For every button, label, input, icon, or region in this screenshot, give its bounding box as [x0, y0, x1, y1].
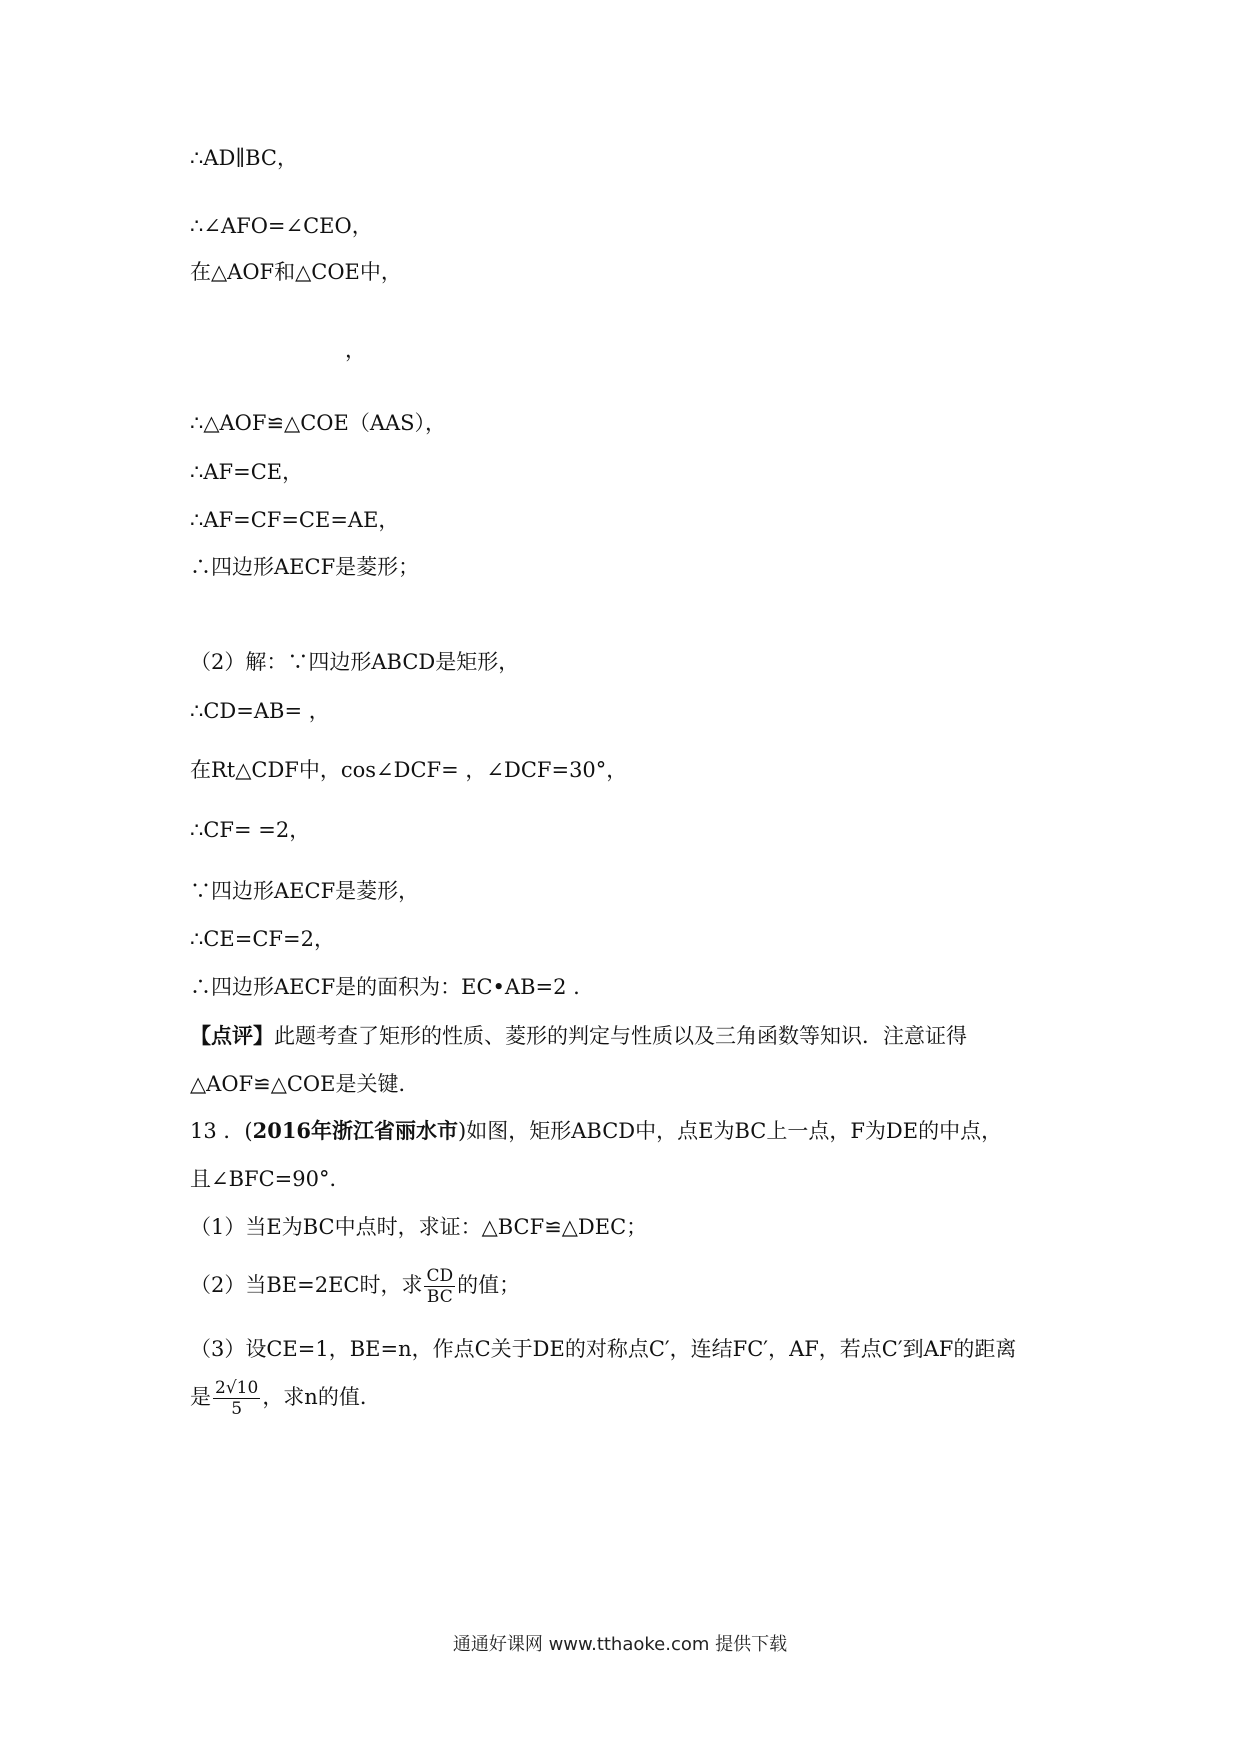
q3-prefix: 是 — [190, 1385, 211, 1409]
fraction-denominator: BC — [426, 1287, 453, 1307]
sqrt-symbol: √ — [225, 1378, 237, 1398]
solution-line: （2）解：∵四边形ABCD是矩形， — [190, 650, 520, 674]
problem-stem — [190, 1117, 1002, 1145]
problem-question-2 — [190, 1266, 520, 1307]
fraction-numerator: CD — [426, 1266, 454, 1286]
solution-line: ， — [345, 338, 366, 362]
solution-line: ∴∠AFO=∠CEO， — [190, 214, 373, 238]
problem-question-3: （3）设CE=1，BE=n，作点C关于DE的对称点C′，连结FC′，AF，若点C′到AF的距离 — [190, 1337, 1017, 1361]
solution-line: 在Rt△CDF中，cos∠DCF= ，∠DCF=30°， — [190, 758, 628, 782]
problem-stem-text: )如图，矩形ABCD中，点E为BC上一点，F为DE的中点， — [458, 1119, 1003, 1143]
solution-line: 在△AOF和△COE中， — [190, 260, 402, 284]
solution-line: ∴CE=CF=2， — [190, 927, 335, 951]
solution-line: ∴△AOF≌△COE（AAS）， — [190, 411, 447, 435]
coefficient: 2 — [215, 1378, 226, 1398]
comment-text: 此题考查了矩形的性质、菱形的判定与性质以及三角函数等知识．注意证得 — [274, 1024, 967, 1048]
fraction-numerator — [213, 1378, 260, 1399]
problem-number: 13 ．( — [190, 1119, 253, 1143]
page-footer: 通通好课网 www.tthaoke.com 提供下载 — [452, 1634, 788, 1655]
solution-line: ∴四边形AECF是菱形； — [190, 555, 420, 579]
comment-line — [190, 1022, 967, 1050]
solution-line: ∴CF= =2， — [190, 818, 311, 842]
solution-line: ∴AF=CE， — [190, 460, 304, 484]
fraction-denominator: 5 — [231, 1399, 243, 1419]
comment-tag: 【点评】 — [190, 1023, 274, 1048]
problem-question-1: （1）当E为BC中点时，求证：△BCF≌△DEC； — [190, 1215, 648, 1239]
fraction — [424, 1266, 455, 1307]
problem-stem: 且∠BFC=90°． — [190, 1167, 351, 1191]
solution-line: ∴四边形AECF是的面积为：EC•AB=2 . — [190, 975, 580, 999]
solution-line: ∴AD∥BC， — [190, 146, 298, 170]
q2-prefix: （2）当BE=2EC时，求 — [190, 1273, 423, 1297]
radicand: 10 — [236, 1378, 259, 1398]
comment-line: △AOF≌△COE是关键． — [190, 1072, 420, 1096]
problem-source: 2016年浙江省丽水市 — [252, 1118, 459, 1143]
fraction — [213, 1378, 260, 1419]
q3-suffix: ，求n的值． — [262, 1385, 381, 1409]
solution-line: ∵四边形AECF是菱形， — [190, 879, 420, 903]
q2-suffix: 的值； — [457, 1273, 521, 1297]
solution-line: ∴CD=AB= ， — [190, 699, 330, 723]
solution-line: ∴AF=CF=CE=AE， — [190, 508, 400, 532]
problem-question-3-cont — [190, 1378, 381, 1419]
